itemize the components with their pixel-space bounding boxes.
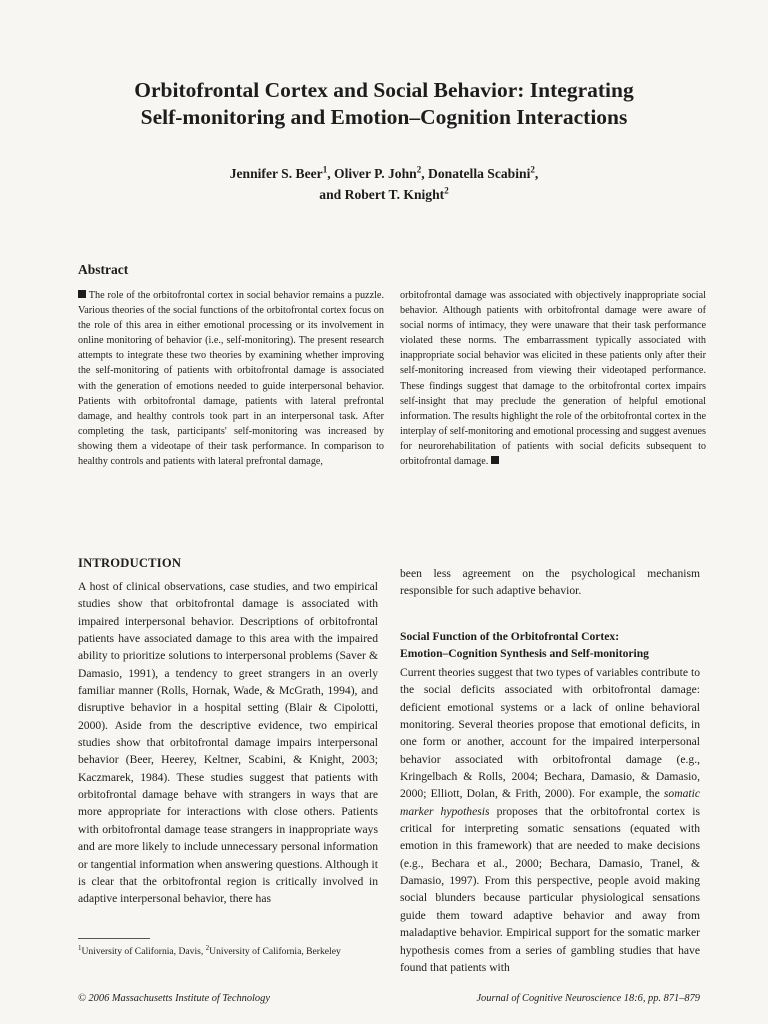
square-bullet-icon [78,290,86,298]
footnote-mark: 1 [78,943,82,952]
section-heading [400,628,720,662]
footnote-affiliation: University of California, Davis, [81,946,206,957]
section-text-part-1: Current theories suggest that two types of variables contribute to the social deficits associated with orbitofrontal damage: deficient emotional systems or a lack of online behavioral monitoring. Several theories propose that emotional deficits, in one form or another, account for the impaired interpersonal behavior associated with orbitofrontal damage (e.g., Kringelbach & Rolls, 2004; Bechara, Damasio, & Damasio, 2000; Elliott, Dolan, & Frith, 2000). For example, the [400,666,700,801]
section-text [400,664,700,976]
author-affiliation-mark: 2 [444,185,449,196]
author-name: Jennifer S. Beer [229,166,323,181]
author-name: Robert T. Knight [344,187,445,202]
section-text-emphasis: somatic marker hypothesis [400,787,700,818]
author-affiliation-mark: 2 [530,164,535,175]
introduction-right-text: been less agreement on the psychological mechanism responsible for such adaptive behavior. [400,567,700,598]
author-name: Donatella Scabini [428,166,531,181]
title-line-2: Self-monitoring and Emotion–Cognition Interactions [140,105,628,129]
footnote-mark: 2 [205,943,210,952]
abstract-left-column [78,288,384,469]
footnote-divider [78,938,150,939]
paper-title [60,77,708,131]
square-end-mark-icon [491,456,499,464]
author-line-1: Jennifer S. Beer$^1$, Oliver P. John$^2$, Donatella Scabini$^2$, [229,164,539,181]
title-line-1: Orbitofrontal Cortex and Social Behavior: Integrating [134,78,634,102]
abstract-right-column [400,288,706,469]
author-conjunction: and [319,187,345,202]
section-heading-line-1: Social Function of the Orbitofrontal Cortex: [400,630,620,643]
author-affiliation-mark: 1 [322,164,328,175]
footnote-affiliation: University of California, Berkeley [209,946,341,957]
copyright-footer: © 2006 Massachusetts Institute of Technology [78,993,270,1004]
abstract-heading: Abstract [78,262,129,277]
section-heading-line-2: Emotion–Cognition Synthesis and Self-monitoring [400,647,649,660]
journal-citation-footer: Journal of Cognitive Neuroscience 18:6, pp. 871–879 [476,993,700,1004]
introduction-left-text: A host of clinical observations, case studies, and two empirical studies show that orbitofrontal damage is associated with impaired interpersonal behavior. Descriptions of orbitofrontal patients have associated damage to this area with the impaired ability to prioritize solutions to interpersonal problems (Saver & Damasio, 1991), a tendency to greet strangers in an overly familiar manner (Rolls, Hornak, Wade, & McGrath, 1994), and disruptive behavior in a hospital setting (Blair & Cipolotti, 2000). Aside from the descriptive evidence, two empirical studies show that orbitofrontal damage impairs interpersonal behavior (Beer, Heerey, Keltner, Scabini, & Knight, 2003; Kaczmarek, 1984). These studies suggest that patients with orbitofrontal damage behave with strangers in ways that are more appropriate for interactions with close others. Patients with orbitofrontal damage tease strangers in inappropriate ways and are more likely to include unnecessary personal information or tangential information when answering questions. Although it is clear that the orbitofrontal region is critically involved in adaptive interpersonal behavior, there has [78,580,378,906]
abstract-text-right: orbitofrontal damage was associated with objectively inappropriate social behavior. Although patients with orbitofrontal damage were aware of social norms of intimacy, they were unaware that their task performance violated these norms. The embarrassment typically associated with inappropriate social behavior was elicited in these patients only after their self-monitoring increased from viewing their videotaped performance. These findings suggest that damage to the orbitofrontal cortex impairs self-insight that may preclude the generation of helpful emotional information. The results highlight the role of the orbitofrontal cortex in the interplay of self-monitoring and emotional processing and suggest avenues for neurorehabilitation of patients with social deficits subsequent to orbitofrontal damage. [400,290,706,468]
abstract-text-left: The role of the orbitofrontal cortex in social behavior remains a puzzle. Various theories of the social functions of the orbitofrontal cortex focus on the role of this area in either emotional processing or its involvement in online monitoring of behavior (i.e., self-monitoring). The present research attempts to integrate these two theories by examining whether improving the self-monitoring of patients with orbitofrontal damage is associated with the generation of emotions needed to guide interpersonal behavior. Patients with orbitofrontal damage, patients with lateral prefrontal damage, and healthy controls took part in an interpersonal task. After completing the task, participants' self-monitoring was increased by showing them a videotape of their task performance. In comparison to healthy controls and patients with lateral prefrontal damage, [78,290,384,468]
affiliation-footnote [78,945,388,958]
author-list [110,163,658,205]
author-line-2 [110,184,658,205]
section-text-part-2: proposes that the orbitofrontal cortex is critical for interpreting somatic sensations (equated with emotion in this framework) that are needed to make decisions (e.g., Bechara et al., 2000; Bechara, Damasio, Tranel, & Damasio, 1997). From this perspective, people avoid making social blunders because particular physiological sensations guide them toward adaptive behavior and away from maladaptive behavior. Empirical support for the somatic marker hypothesis comes from a series of gambling studies that have found that patients with [400,804,700,974]
author-affiliation-mark: 2 [416,164,422,175]
introduction-heading: INTRODUCTION [78,556,182,570]
author-name: Oliver P. John [334,166,417,181]
